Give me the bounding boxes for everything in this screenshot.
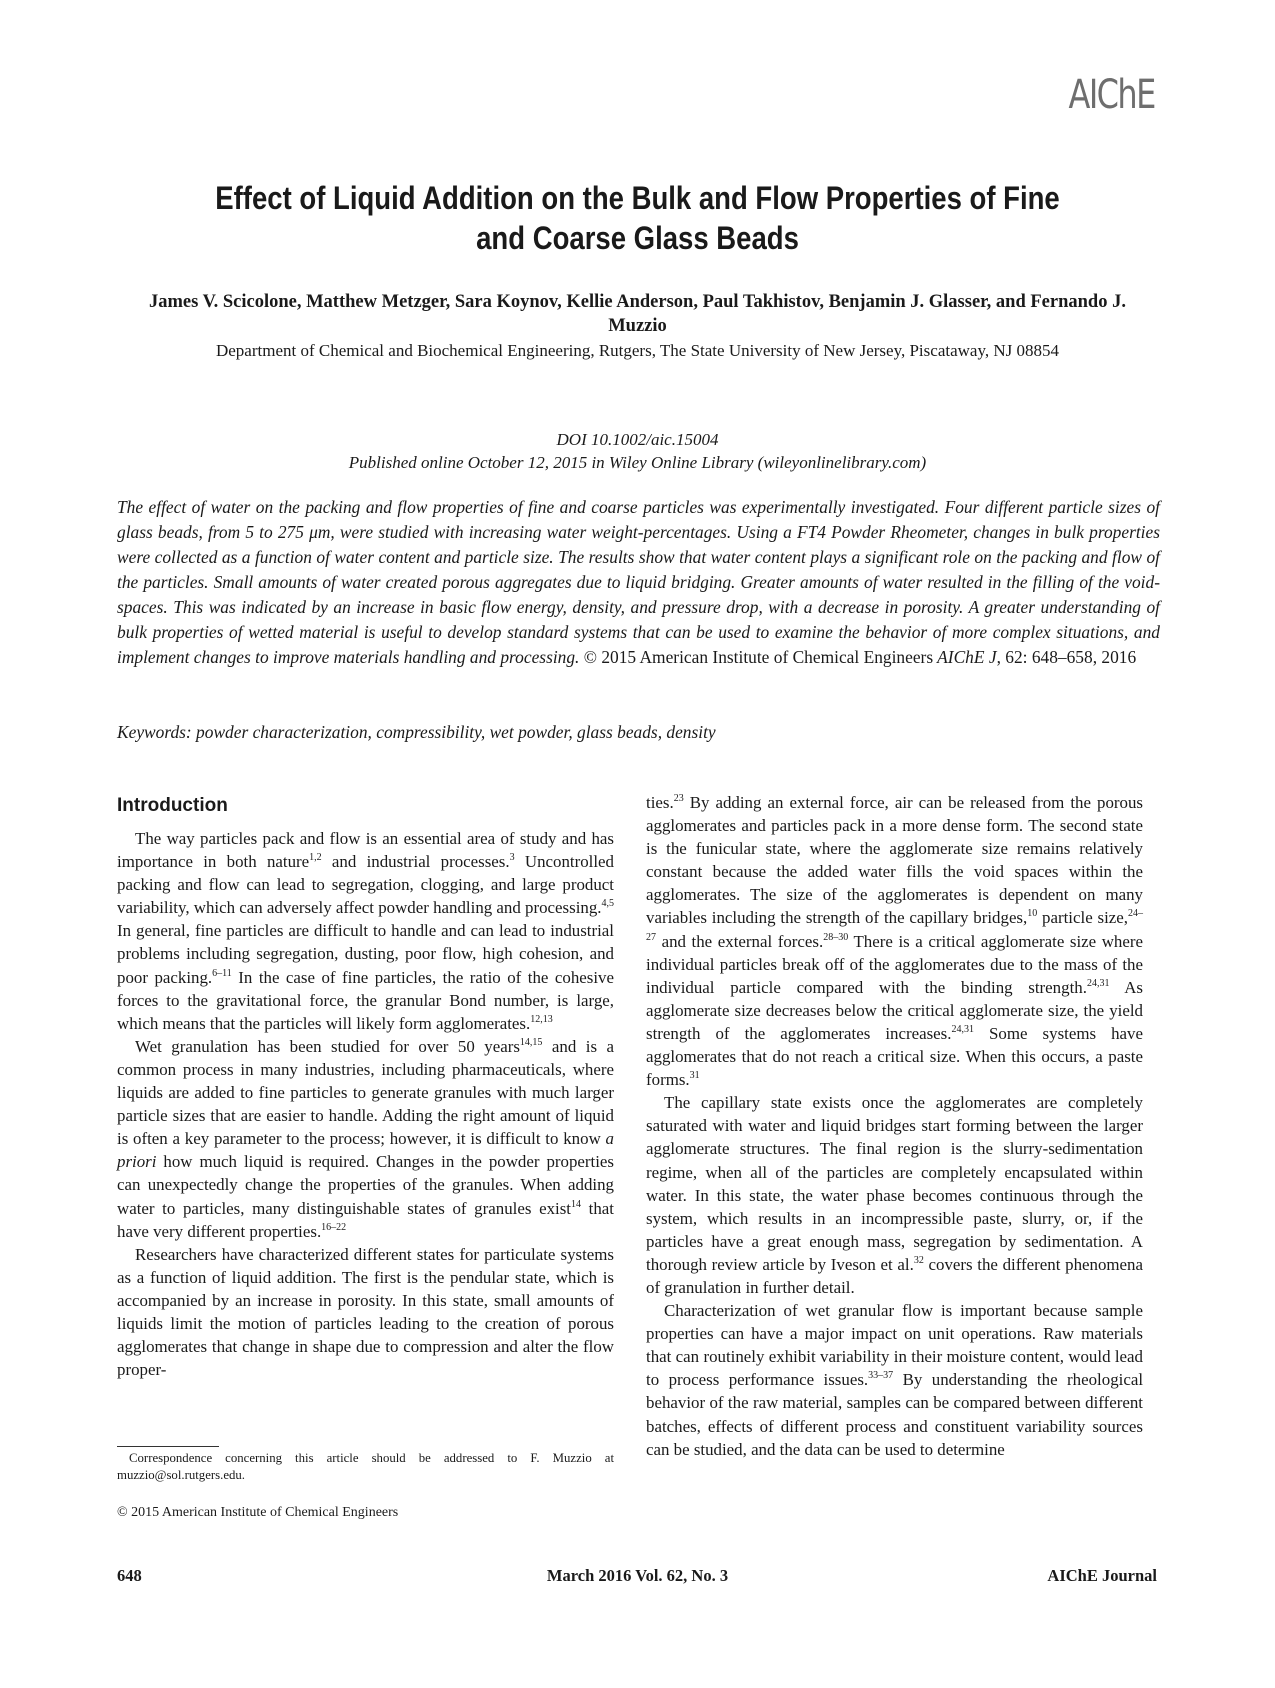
paper-title: Effect of Liquid Addition on the Bulk and Flow Properties of Fine and Coarse Glass Beads	[215, 180, 1060, 256]
paragraph: The way particles pack and flow is an essential area of study and has importance in both nature$^{1,2}$ and industrial processes.$^3$ Uncontrolled packing and flow can lead to segregation, clogging, and large product variability, which can adversely affect powder handling and processing.$^{4,5}$ In general, fine particles are difficult to handle and can lead to industrial problems including segregation, dusting, poor flow, high cohesion, and poor packing.$^{6-11}$ In the case of fine particles, the ratio of the cohesive forces to the gravitational force, the granular Bond number, is large, which means that the particles will likely form agglomerates.$^{12,13}$	[117, 829, 614, 1033]
citation-ref[interactable]: 14,15	[519, 1036, 543, 1048]
abstract-copyright: © 2015 American Institute of Chemical Engineers	[583, 647, 934, 667]
citation-ref[interactable]: 14	[570, 1198, 581, 1210]
journal-abbrev: AIChE J	[937, 647, 997, 667]
citation: , 62: 648–658, 2016	[996, 647, 1137, 667]
published-online: Published online October 12, 2015 in Wiley Online Library (wileyonlinelibrary.com)	[348, 453, 927, 472]
abstract-body: The effect of water on the packing and flow properties of fine and coarse particles was experimentally investigated. Four different particle sizes of glass beads, from 5 to 275 μm, were studied with increasing water weight-percentages. Using a FT4 Powder Rheometer, changes in bulk properties were collected as a function of water content and particle size. The results show that water content plays a significant role on the packing and flow of the particles. Small amounts of water created porous aggregates due to liquid bridging. Greater amounts of water resulted in the filling of the void-spaces. This was indicated by an increase in basic flow energy, density, and pressure drop, with a decrease in porosity. A greater understanding of bulk properties of wetted material is useful to develop standard systems that can be used to examine the behavior of more complex situations, and implement changes to improve materials handling and processing.	[117, 497, 1160, 667]
citation-ref[interactable]: 31	[689, 1070, 700, 1082]
author-list: James V. Scicolone, Matthew Metzger, Sara Koynov, Kellie Anderson, Paul Takhistov, Benjamin J. Glasser, and Fernando J. Muzzio	[149, 292, 1126, 336]
doi[interactable]: DOI 10.1002/aic.15004	[556, 430, 719, 449]
citation-ref[interactable]: 12,13	[530, 1013, 553, 1025]
publication-info	[120, 428, 1155, 474]
paragraph: Characterization of wet granular flow is important because sample properties can have a major impact on unit operations. Raw materials that can routinely exhibit variability in their moisture content, would lead to process performance issues.$^{33-37}$ By understanding the rheological behavior of the raw material, samples can be compared between different batches, effects of different process and constituent variability sources can be studied, and the data can be used to determine	[646, 1301, 1144, 1459]
citation-ref[interactable]: 6–11	[212, 967, 232, 979]
citation-ref[interactable]: 10	[1027, 908, 1038, 920]
affiliation: Department of Chemical and Biochemical Engineering, Rutgers, The State University of New Jersey, Piscataway, NJ 08854	[215, 341, 1059, 360]
citation-ref[interactable]: 1,2	[309, 852, 322, 864]
right-column	[646, 791, 1143, 1461]
citation-ref[interactable]: 24,31	[951, 1023, 974, 1035]
citation-ref[interactable]: 24,31	[1086, 977, 1110, 989]
paragraph: Researchers have characterized different states for particulate systems as a function of liquid addition. The first is the pendular state, which is accompanied by an increase in porosity. In this state, small amounts of liquids limit the motion of particles leading to the creation of porous agglomerates that change in shape due to compression and alter the flow proper-	[117, 1244, 614, 1380]
citation-ref[interactable]: 3	[509, 852, 515, 864]
issue-info: March 2016 Vol. 62, No. 3	[546, 1566, 729, 1585]
citation-ref[interactable]: 32	[913, 1254, 924, 1266]
keywords: Keywords: powder characterization, compressibility, wet powder, glass beads, density	[117, 722, 716, 742]
page-number: 648	[117, 1566, 142, 1585]
journal-logo: AIChE	[1068, 72, 1155, 118]
footnote-rule	[117, 1446, 219, 1447]
citation-ref[interactable]: 4,5	[601, 898, 614, 910]
paragraph: Wet granulation has been studied for over 50 years$^{14,15}$ and is a common process in many industries, including pharmaceuticals, where liquids are added to fine particles to generate granules with much larger particle sizes that are easier to handle. Adding the right amount of liquid is often a key parameter to the process; however, it is difficult to know a priori how much liquid is required. Changes in the powder properties can unexpectedly change the properties of the granules. When adding water to particles, many distinguishable states of granules exist$^{14}$ that have very different properties.$^{16-22}$	[117, 1036, 614, 1241]
citation-ref[interactable]: 24–27	[646, 908, 1143, 943]
citation-ref[interactable]: 33–37	[868, 1370, 894, 1382]
citation-ref[interactable]: 28–30	[823, 931, 849, 943]
citation-ref[interactable]: 16–22	[321, 1221, 347, 1233]
citation-ref[interactable]: 23	[673, 793, 684, 804]
paragraph: The capillary state exists once the agglomerates are completely saturated with water and liquid bridges start forming between the larger agglomerate structures. The final region is the slurry-sedimentation regime, when all of the particles are completely encapsulated within water. In this state, the water phase becomes continuous through the system, which results in an incompressible paste, slurry, or, if the particles have a great enough mass, segregation by sedimentation. A thorough review article by Iveson et al.$^{32}$ covers the different phenomena of granulation in further detail.	[646, 1093, 1143, 1297]
journal-name: AIChE Journal	[1047, 1566, 1157, 1585]
copyright-notice: © 2015 American Institute of Chemical Engineers	[117, 1505, 399, 1520]
abstract	[117, 495, 1160, 670]
left-column	[117, 791, 614, 1381]
section-heading: Introduction	[117, 795, 228, 816]
correspondence-footnote: Correspondence concerning this article should be addressed to F. Muzzio at muzzio@sol.rutgers.edu.	[117, 1451, 614, 1482]
paragraph: ties.$^{23}$ By adding an external force, air can be released from the porous agglomerates and particles pack in a more dense form. The second state is the funicular state, where the agglomerate size remains relatively constant because the added water fills the void spaces within the agglomerates. The size of the agglomerates is dependent on many variables including the strength of the capillary bridges,$^{10}$ particle size,$^{24-27}$ and the external forces.$^{28-30}$ There is a critical agglomerate size where individual particles break off of the agglomerates due to the mass of the individual particle compared with the binding strength.$^{24,31}$ As agglomerate size decreases below the critical agglomerate size, the yield strength of the agglomerates increases.$^{24,31}$ Some systems have agglomerates that do not reach a critical size. When this occurs, a paste forms.$^{31}$	[646, 793, 1143, 1090]
